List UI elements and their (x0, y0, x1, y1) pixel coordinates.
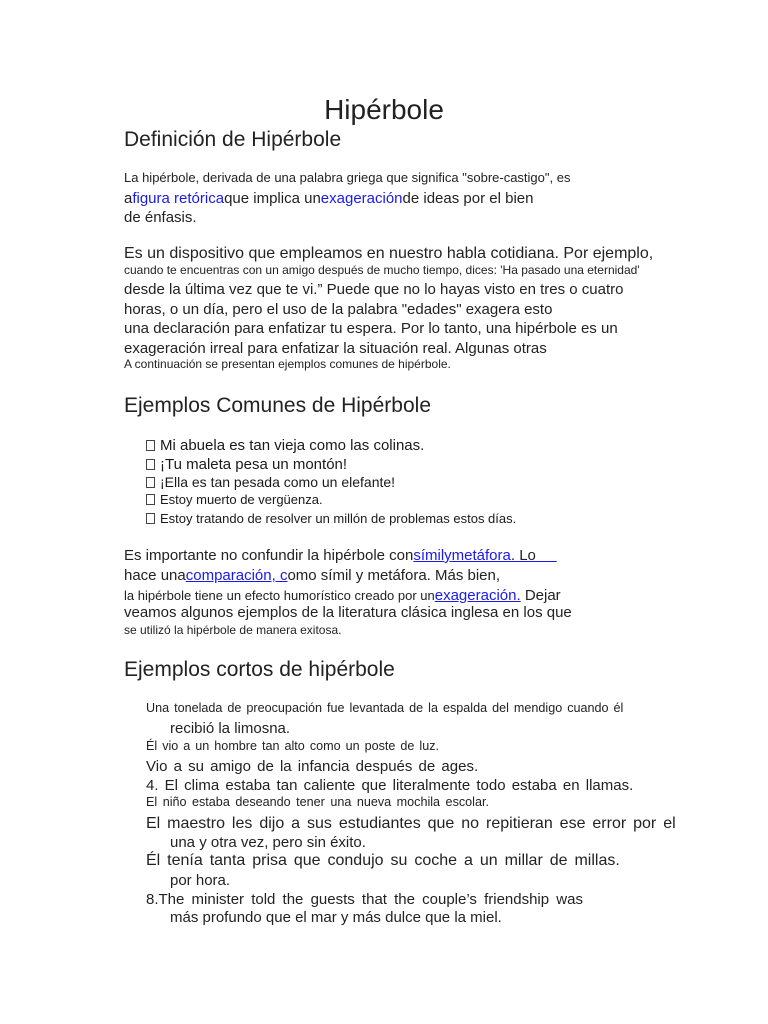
list-item: ¡Tu maleta pesa un montón! (146, 456, 347, 473)
paragraph-line: Es un dispositivo que empleamos en nuestro habla cotidiana. Por ejemplo, (124, 245, 654, 262)
paragraph-line: veamos algunos ejemplos de la literatura clásica inglesa en los que (124, 604, 572, 621)
paragraph-line (124, 190, 533, 207)
list-item: ¡Ella es tan pesada como un elefante! (146, 474, 395, 490)
link-exageracion-2[interactable]: exageración. (434, 587, 521, 604)
paragraph-line: A continuación se presentan ejemplos comunes de hipérbole. (124, 357, 451, 371)
bullet-icon (146, 494, 155, 505)
section-heading-common-examples: Ejemplos Comunes de Hipérbole (124, 394, 431, 417)
text-span: que implica un (224, 190, 321, 207)
bullet-icon (146, 477, 155, 488)
link-exageracion[interactable]: exageración (320, 190, 403, 207)
example-line: Él tenía tanta prisa que condujo su coche a un millar de millas. (146, 852, 620, 869)
paragraph-line: de énfasis. (124, 209, 197, 226)
example-line: más profundo que el mar y más dulce que la miel. (170, 909, 502, 926)
link-comparacion[interactable]: comparación, c (185, 567, 288, 584)
example-line: El maestro les dijo a sus estudiantes que no repitieran ese error por el (146, 815, 676, 832)
list-item: Mi abuela es tan vieja como las colinas. (146, 437, 424, 454)
link-simil[interactable]: símil (413, 547, 445, 564)
paragraph-line: una declaración para enfatizar tu espera. Por lo tanto, una hipérbole es un (124, 320, 618, 337)
paragraph-line: La hipérbole, derivada de una palabra griega que significa "sobre-castigo", es (124, 170, 571, 185)
bullet-icon (146, 513, 155, 524)
example-line: una y otra vez, pero sin éxito. (170, 834, 366, 851)
example-line: 4. El clima estaba tan caliente que literalmente todo estaba en llamas. (146, 777, 634, 794)
paragraph-line: la hipérbole tiene un efecto humorístico creado por unexageración. Dejar (124, 587, 561, 604)
example-line: por hora. (170, 872, 231, 889)
example-line: 8.The minister told the guests that the couple’s friendship was (146, 891, 583, 908)
paragraph-line: se utilizó la hipérbole de manera exitosa. (124, 623, 342, 637)
example-line: Él vio a un hombre tan alto como un poste de luz. (146, 739, 440, 753)
text-span: de ideas por el bien (402, 190, 534, 207)
paragraph-line: cuando te encuentras con un amigo después de mucho tiempo, dices: 'Ha pasado una eternidad' (124, 263, 640, 277)
example-line: Una tonelada de preocupación fue levantada de la espalda del mendigo cuando él (146, 701, 624, 715)
page-title: Hipérbole (324, 94, 444, 125)
example-line: El niño estaba deseando tener una nueva mochila escolar. (146, 795, 489, 809)
example-line: recibió la limosna. (170, 720, 291, 737)
section-heading-short-examples: Ejemplos cortos de hipérbole (124, 658, 395, 681)
example-line: Vio a su amigo de la infancia después de ages. (146, 758, 479, 775)
paragraph-line: Es importante no confundir la hipérbole consímilymetáfora. Lo (124, 547, 536, 564)
paragraph-line: horas, o un día, pero el uso de la palabra "edades" exagera esto (124, 301, 553, 318)
paragraph-line: hace unacomparación, como símil y metáfora. Más bien, (124, 567, 501, 584)
section-heading-definition: Definición de Hipérbole (124, 128, 342, 151)
text-span: a (124, 190, 133, 207)
bullet-icon (146, 459, 155, 470)
bullet-icon (146, 440, 155, 451)
link-figura-retorica[interactable]: figura retórica (132, 190, 225, 207)
list-item: Estoy tratando de resolver un millón de problemas estos días. (146, 511, 516, 526)
paragraph-line: exageración irreal para enfatizar la situación real. Algunas otras (124, 340, 547, 357)
list-item: Estoy muerto de vergüenza. (146, 492, 323, 507)
link-metafora[interactable]: metáfora (451, 547, 511, 564)
paragraph-line: desde la última vez que te vi.” Puede que no lo hayas visto en tres o cuatro (124, 281, 624, 298)
